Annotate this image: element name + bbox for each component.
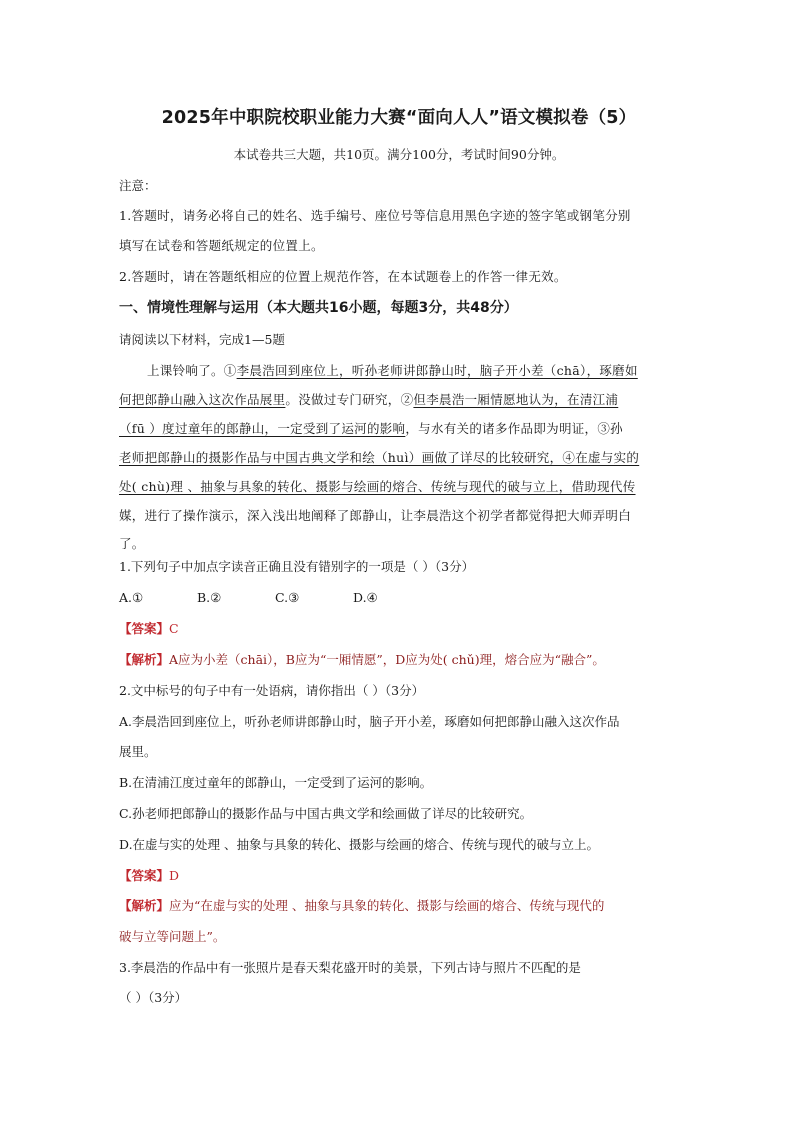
- option-a: A.①: [119, 590, 144, 605]
- question-2-option-d: D.在虚与实的处理 、抽象与具象的转化、摄影与绘画的熔合、传统与现代的破与立上。: [119, 837, 600, 852]
- notice-heading: 注意：: [119, 178, 157, 193]
- question-1-answer: [119, 620, 179, 638]
- question-2-analysis-line-1: [119, 897, 604, 915]
- analysis-tag: 【解析】: [119, 898, 170, 913]
- passage-underlined-text: （fū ）度过童年的郎静山，一定受到了运河的影响: [119, 421, 406, 436]
- passage-line-3: [119, 420, 623, 438]
- passage-line-7: 了。: [119, 536, 145, 551]
- page-title: 2025年中职院校职业能力大赛“面向人人”语文模拟卷（5）: [161, 108, 637, 128]
- question-2-option-a-line-1: A.李晨浩回到座位上，听孙老师讲郎静山时，脑子开小差，琢磨如何把郎静山融入这次作品: [119, 714, 620, 729]
- answer-value: D: [169, 868, 180, 883]
- question-1-analysis: [119, 651, 605, 669]
- passage-text: 上课铃响了。①: [147, 363, 237, 378]
- passage-underlined-text: 何把郎静山融入这次作品展里: [119, 392, 286, 407]
- passage-line-4: 老师把郎静山的摄影作品与中国古典文学和绘（huì）画做了详尽的比较研究，④在虚与实的: [119, 450, 640, 465]
- notice-item-2: 2.答题时，请在答题纸相应的位置上规范作答，在本试题卷上的作答一律无效。: [119, 269, 567, 284]
- notice-item-1-line-2: 填写在试卷和答题纸规定的位置上。: [119, 238, 324, 253]
- question-2-option-c: C.孙老师把郎静山的摄影作品与中国古典文学和绘画做了详尽的比较研究。: [119, 806, 533, 821]
- question-1-stem: 1.下列句子中加点字读音正确且没有错别字的一项是（ ）（3分）: [119, 559, 475, 574]
- option-b: B.②: [197, 590, 222, 605]
- question-2-option-a-line-2: 展里。: [119, 744, 157, 759]
- passage-underlined-text: 李晨浩回到座位上，听孙老师讲郎静山时，脑子开小差（chā），琢磨如: [236, 363, 638, 378]
- passage-text: ，与水有关的诸多作品即为明证，③孙: [405, 421, 623, 436]
- analysis-text: 应为“在虚与实的处理 、抽象与具象的转化、摄影与绘画的熔合、传统与现代的: [169, 898, 605, 913]
- passage-underlined-text: 但李晨浩一厢情愿地认为，在清江浦: [413, 392, 619, 407]
- analysis-text: A应为小差（chāi），B应为“一厢情愿”，D应为处( chǔ)理，熔合应为“融合”。: [169, 652, 605, 667]
- passage-line-2: [119, 391, 618, 409]
- passage-text: 。没做过专门研究，②: [285, 392, 414, 407]
- passage-line-6: 媒，进行了操作演示，深入浅出地阐释了郎静山，让李晨浩这个初学者都觉得把大师弄明白: [119, 508, 632, 523]
- question-1-options: [119, 589, 431, 607]
- passage-line-1: [147, 362, 638, 380]
- notice-item-1-line-1: 1.答题时，请务必将自己的姓名、选手编号、座位号等信息用黑色字迹的签字笔或钢笔分别: [119, 208, 631, 223]
- question-3-stem-line-2: （ ）（3分）: [119, 990, 188, 1005]
- option-c: C.③: [275, 590, 300, 605]
- answer-tag: 【答案】: [119, 868, 170, 883]
- question-2-stem: 2.文中标号的句子中有一处语病，请你指出（ ）（3分）: [119, 683, 425, 698]
- question-2-analysis-line-2: 破与立等问题上”。: [119, 929, 226, 944]
- section-heading: 一、情境性理解与运用（本大题共16小题，每题3分，共48分）: [119, 300, 518, 316]
- answer-value: C: [169, 621, 179, 636]
- question-2-option-b: B.在清浦江度过童年的郎静山，一定受到了运河的影响。: [119, 775, 433, 790]
- question-2-answer: [119, 867, 179, 885]
- question-3-stem-line-1: 3.李晨浩的作品中有一张照片是春天梨花盛开时的美景，下列古诗与照片不匹配的是: [119, 960, 581, 975]
- analysis-tag: 【解析】: [119, 652, 170, 667]
- reading-instruction: 请阅读以下材料，完成1—5题: [119, 332, 285, 347]
- passage-line-5: 处( chù)理 、抽象与具象的转化、摄影与绘画的熔合、传统与现代的破与立上，借助现代传: [119, 479, 636, 494]
- exam-subtitle: 本试卷共三大题，共10页。满分100分，考试时间90分钟。: [233, 147, 565, 162]
- answer-tag: 【答案】: [119, 621, 170, 636]
- option-d: D.④: [353, 590, 378, 605]
